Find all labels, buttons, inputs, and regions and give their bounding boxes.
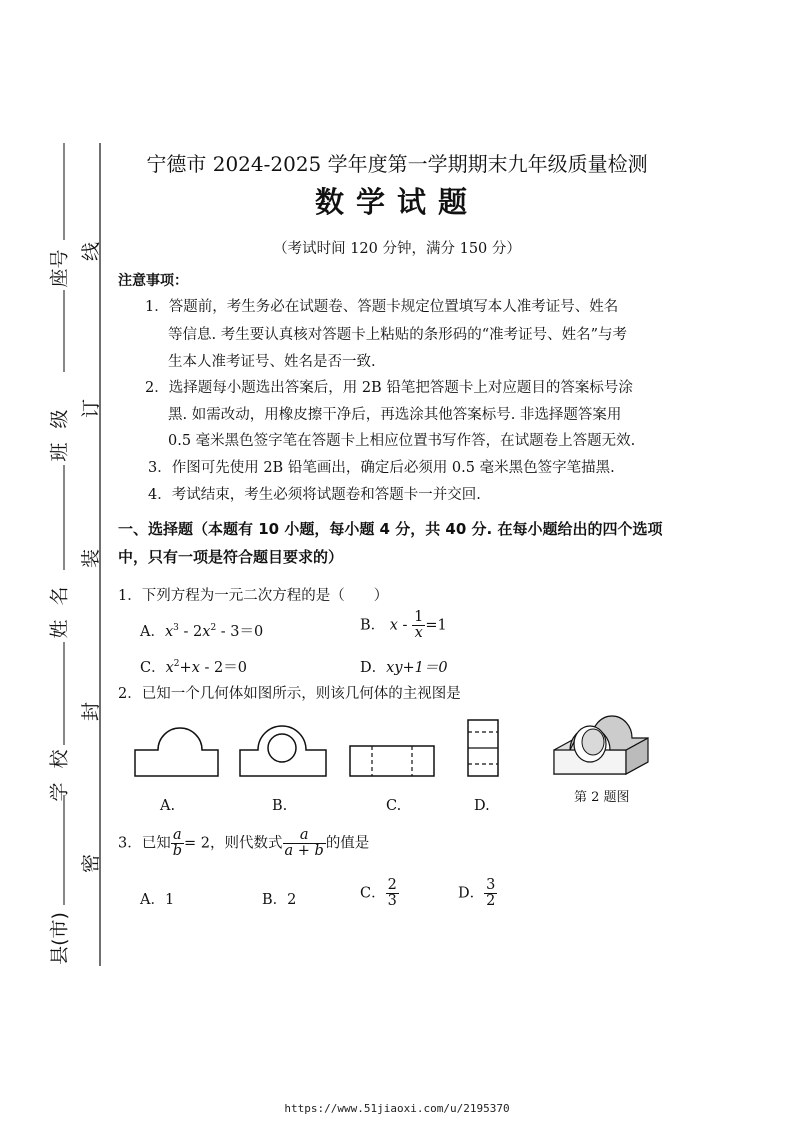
field-county: 县(市) <box>48 912 71 965</box>
q2-figure-c <box>350 746 434 776</box>
exam-title: 宁德市 2024-2025 学年度第一学期期末九年级质量检测 <box>146 152 648 176</box>
q2-label-d: D. <box>474 798 490 814</box>
section-1-heading-cont: 中，只有一项是符合题目要求的） <box>118 548 344 566</box>
q3-option-d: D． $\frac{3}{2}$ <box>458 877 496 909</box>
q3-option-b: B．2 <box>262 892 297 908</box>
q2-label-a: A. <box>160 798 176 814</box>
footer-url: https://www.51jiaoxi.com/u/2195370 <box>284 1102 510 1115</box>
q3-option-a: A．1 <box>140 892 175 908</box>
q2-figure-d <box>468 720 498 776</box>
q1-option-b-var: x <box>389 617 398 634</box>
q2-label-b: B. <box>272 798 288 814</box>
field-class: 班级 <box>48 395 71 462</box>
q1-option-d: D．xy+1＝0 <box>360 660 448 676</box>
q2-figure-caption: 第 2 题图 <box>574 790 630 805</box>
field-name: 姓名 <box>48 572 71 639</box>
q1-option-a-label: A． <box>140 624 165 640</box>
note-line-7: 3．作图可先使用 2B 铅笔画出，确定后必须用 0.5 毫米黑色签字笔描黑. <box>148 460 615 476</box>
exam-info: （考试时间 120 分钟，满分 150 分） <box>273 241 521 257</box>
q3-stem: 3．已知 $\frac{a}{b}$ = 2，则代数式 $\frac{a}{a + b}$ 的值是 <box>118 827 370 859</box>
q1-option-a: A．$x^3 - 2x^2 - 3=0$ <box>140 623 264 640</box>
note-line-3: 生本人准考证号、姓名是否一致. <box>168 354 376 370</box>
subject-title: 数学试题 <box>314 185 479 219</box>
q2-stem: 2．已知一个几何体如图所示，则该几何体的主视图是 <box>118 686 461 702</box>
q1-option-c: C．$x^2+x - 2=0$ <box>140 659 247 676</box>
cut-word-seal: 封 <box>80 701 103 722</box>
cut-word-line: 线 <box>80 241 103 262</box>
note-line-2: 等信息. 考生要认真核对答题卡上粘贴的条形码的“准考证号、姓名”与考 <box>168 327 628 343</box>
section-1-heading: 一、选择题（本题有 10 小题，每小题 4 分，共 40 分. 在每小题给出的四个选项 <box>118 520 663 538</box>
notes-heading-text: 注意事项： <box>118 273 188 289</box>
q2-solid-figure <box>554 716 648 774</box>
q1-option-b: B． x - $\frac{1}{x}$ =1 <box>360 609 447 641</box>
q2-figure-a <box>135 728 218 776</box>
q1-option-c-label: C． <box>140 660 166 676</box>
cut-word-secret: 密 <box>80 853 103 874</box>
q1-stem: 1．下列方程为一元二次方程的是（ ） <box>118 588 389 604</box>
note-line-8: 4．考试结束，考生必须将试题卷和答题卡一并交回. <box>148 487 481 503</box>
cut-word-bind: 装 <box>80 548 103 569</box>
note-line-1: 1．答题前，考生务必在试题卷、答题卡规定位置填写本人准考证号、姓名 <box>145 299 619 315</box>
field-school: 学校 <box>48 735 71 802</box>
note-line-4: 2．选择题每小题选出答案后，用 2B 铅笔把答题卡上对应题目的答案标号涂 <box>145 380 633 396</box>
field-seat-number: 座号 <box>48 249 71 288</box>
q1-option-d-label: D． <box>360 660 387 676</box>
q2-figure-b <box>240 726 326 776</box>
note-line-5: 黑. 如需改动，用橡皮擦干净后，再选涂其他答案标号. 非选择题答案用 <box>168 407 622 423</box>
q2-label-c: C. <box>386 798 402 814</box>
q1-option-b-label: B． <box>360 617 386 634</box>
cut-word-staple: 订 <box>80 398 103 419</box>
q3-option-c: C． $\frac{2}{3}$ <box>360 877 397 909</box>
note-line-6: 0.5 毫米黑色签字笔在答题卡上相应位置书写作答，在试题卷上答题无效. <box>168 433 636 449</box>
